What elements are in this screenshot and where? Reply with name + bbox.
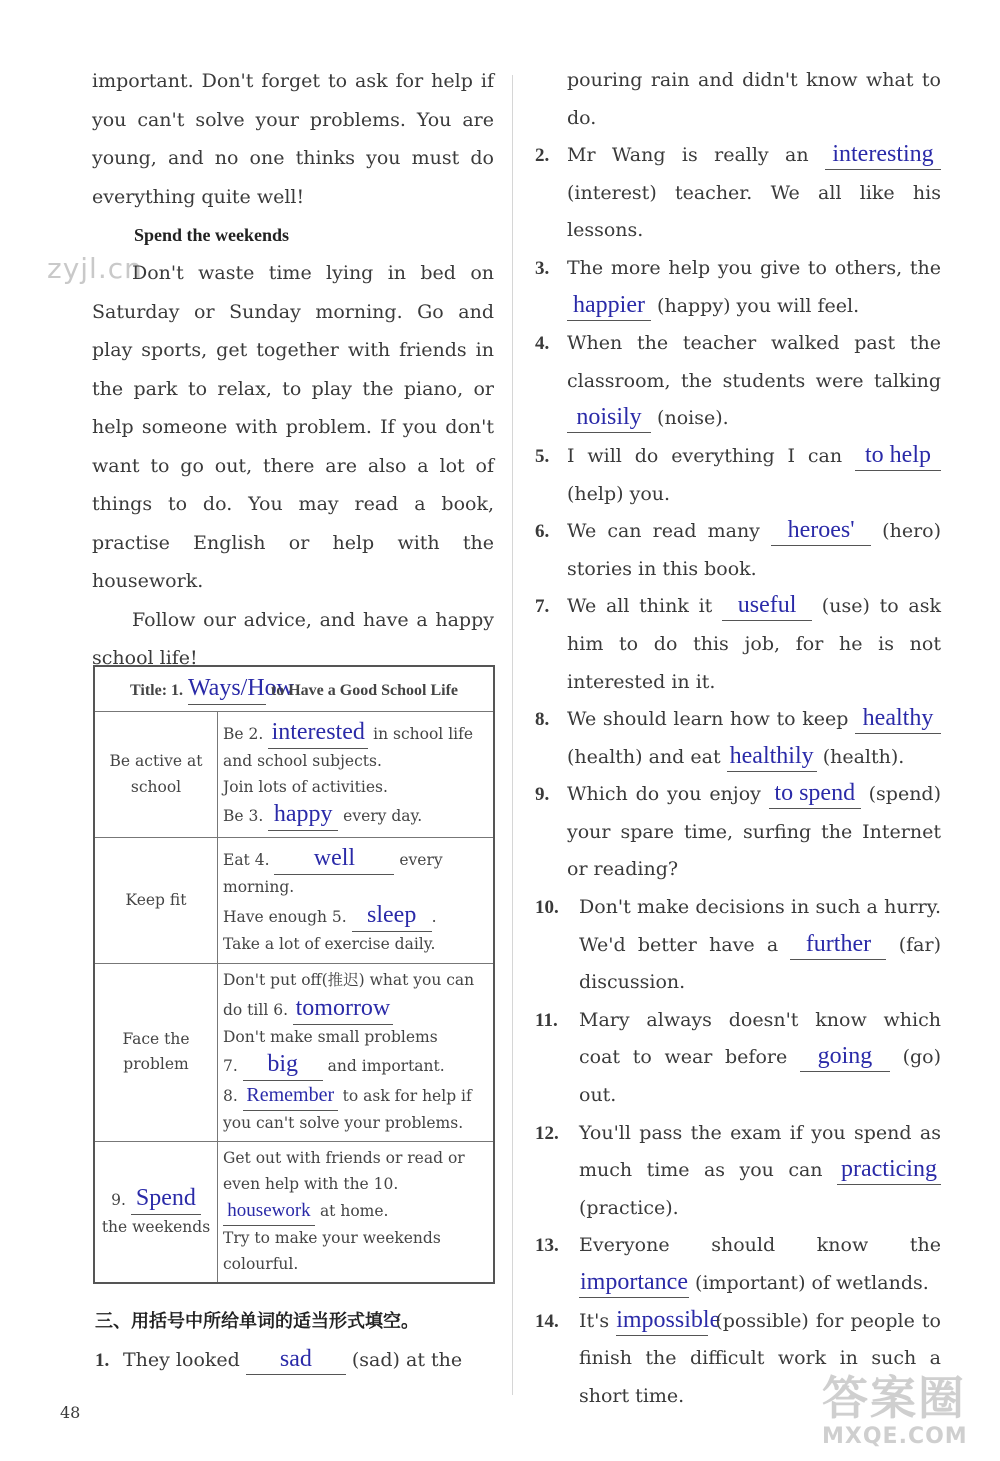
answer-blank (722, 591, 812, 621)
answer-blank (268, 800, 338, 831)
paragraph: Follow our advice, and have a happy school life! (92, 608, 494, 669)
question-text: I will do everything I can (567, 444, 843, 467)
question-text: (help) you. (567, 482, 671, 505)
question-number: 3. (535, 257, 550, 279)
row-content (218, 838, 495, 964)
answer: practicing (841, 1156, 937, 1183)
cell-text: Get out with friends or read or even help with the 10. (223, 1149, 465, 1193)
question-text: They looked (123, 1349, 240, 1371)
logo-domain: MXQE.COM (822, 1424, 968, 1449)
cell-text: Eat 4. (223, 851, 270, 869)
question-text: (interest) teacher. We all like his lessons. (567, 181, 941, 242)
question-text: (happy) you will feel. (657, 294, 860, 317)
question-number: 2. (535, 145, 550, 167)
answer-blank (771, 516, 871, 546)
answer-blank (855, 704, 941, 734)
left-column (92, 62, 494, 678)
cell-text: . (431, 907, 437, 926)
summary-table (93, 665, 495, 1284)
question-number: 1. (95, 1350, 110, 1371)
cell-text: 7. (223, 1057, 238, 1075)
answer-blank (187, 674, 295, 705)
answer: happy (273, 801, 333, 827)
right-column (535, 62, 941, 1415)
answer: big (267, 1051, 299, 1077)
answer: housework (227, 1200, 311, 1222)
table-row (94, 712, 494, 838)
answer-blank (131, 1184, 201, 1215)
cell-text: Join lots of activities. (223, 777, 388, 796)
question (535, 1227, 941, 1302)
question-text: It's (579, 1309, 610, 1332)
answer-blank (769, 779, 861, 809)
question: 1. They looked sad (sad) at the (95, 1342, 497, 1380)
answer: happier (573, 291, 645, 318)
watermark: zyjl.cn (47, 252, 143, 285)
question-text: Don't make decisions in such a hurry. We'd better have a (579, 896, 941, 956)
answer: interested (271, 719, 365, 745)
question-text: (noise). (657, 407, 729, 430)
cell-text: at home. (319, 1202, 389, 1221)
table-title-prefix: Title: 1. (129, 681, 184, 699)
answer-blank (579, 1268, 689, 1298)
answer: heroes' (787, 517, 855, 544)
table-row (94, 838, 494, 964)
question-text: We all think it (567, 595, 713, 618)
answer: to spend (774, 780, 856, 807)
question (535, 776, 941, 889)
answer: Spend (135, 1184, 196, 1211)
answer-blank (837, 1155, 941, 1185)
cell-text: Try to make your weekends colourful. (223, 1229, 441, 1273)
cell-text: every morning. (223, 851, 443, 896)
question-text: Mr Wang is really an (567, 144, 809, 167)
row-content (218, 1141, 495, 1283)
question (535, 1115, 941, 1228)
answer-blank (727, 742, 817, 772)
answer-blank (790, 930, 886, 960)
question-text: (spend) your spare time, surfing the Internet or reading? (567, 783, 942, 881)
answer: interesting (832, 141, 934, 168)
paragraph: important. Don't forget to ask for help if you can't solve your problems. You are young, and no one thinks you must do everything quite well! (92, 70, 494, 208)
question-number: 9. (535, 784, 550, 806)
cell-text: the weekends (101, 1217, 211, 1236)
row-content (218, 712, 495, 838)
paragraph: Don't waste time lying in bed on Saturday or Sunday morning. Go and play sports, get together with friends in the park to relax, to play the piano, or help someone with problem. If you don't want to go out, there are also a lot of things to do. You may read a book, practise English or help with the housework. (92, 262, 494, 592)
answer-blank (293, 994, 393, 1025)
row-label (94, 1141, 218, 1283)
answer-blank (352, 901, 432, 932)
answer-blank (567, 403, 651, 433)
question-number: 6. (535, 521, 550, 543)
answer: to help (865, 441, 931, 468)
question-text: (far) discussion. (579, 933, 941, 994)
cell-text: 9. (111, 1190, 126, 1209)
cell-text: in school life and school subjects. (223, 725, 474, 770)
question (535, 1002, 941, 1115)
question (535, 438, 941, 513)
question-number: 5. (535, 445, 550, 467)
question-text: We should learn how to keep (567, 708, 849, 731)
question-1-start (95, 1342, 497, 1380)
question (535, 701, 941, 776)
cell-text: Be 3. (223, 807, 264, 825)
cell-text: Be 2. (223, 725, 264, 743)
question (535, 588, 941, 701)
section-heading: Spend the weekends (134, 225, 290, 245)
row-label: Keep fit (94, 838, 218, 964)
table-title-suffix: to Have a Good School Life (270, 681, 458, 699)
question-text: (go) out. (579, 1046, 942, 1107)
answer-blank (567, 291, 651, 321)
row-content (218, 964, 495, 1142)
question-number: 8. (535, 709, 550, 731)
answer: Remember (246, 1084, 335, 1106)
cell-text: to ask for help if you can't solve your problems. (223, 1087, 472, 1132)
cell-text: Have enough 5. (223, 907, 347, 926)
answer-blank (855, 441, 941, 471)
answer: sad (279, 1346, 312, 1372)
question-text: We can read many (567, 520, 760, 543)
question-text: (practice). (579, 1196, 679, 1219)
answer-blank (274, 844, 394, 875)
table-title-row (94, 666, 494, 712)
question-number: 11. (535, 1009, 558, 1031)
question-number: 4. (535, 333, 550, 355)
question-text: (use) to ask him to do this job, for he is not interested in it. (567, 595, 941, 693)
question-text: (health). (822, 745, 905, 768)
question (535, 250, 941, 325)
row-label: Face the problem (94, 964, 218, 1142)
question (535, 325, 941, 438)
logo-text: 答案圈 (822, 1371, 966, 1425)
question-text: Everyone should know the (579, 1234, 941, 1257)
cell-text: Don't make small problems (223, 1027, 438, 1046)
answer: Ways/How (187, 674, 295, 701)
question-number: 13. (535, 1235, 559, 1257)
answer: impossible (616, 1306, 721, 1333)
section-three-heading: 三、用括号中所给单词的适当形式填空。 (95, 1311, 419, 1332)
answer: healthily (729, 742, 814, 769)
answer-blank (825, 140, 941, 170)
answer: going (817, 1043, 873, 1070)
question (535, 513, 941, 588)
answer: useful (737, 592, 797, 619)
answer-blank (243, 1050, 323, 1081)
question-text: Mary always doesn't know which coat to wear before (579, 1008, 941, 1069)
cell-text: Take a lot of exercise daily. (223, 934, 436, 953)
column-divider (512, 75, 513, 1395)
question-text: When the teacher walked past the classroom, the students were talking (567, 332, 941, 392)
question-text: (possible) for people to finish the difficult work in such a short time. (579, 1309, 941, 1407)
question-text: You'll pass the exam if you spend as much time as you can (579, 1121, 941, 1182)
answer: tomorrow (295, 994, 391, 1021)
question-number: 7. (535, 596, 550, 618)
answer: importance (580, 1269, 688, 1295)
question-text: (hero) stories in this book. (567, 520, 941, 580)
answer: well (313, 845, 356, 871)
cell-text: every day. (343, 807, 423, 825)
question (535, 889, 941, 1002)
cell-text: 8. (223, 1087, 238, 1105)
table-row (94, 1141, 494, 1283)
question-number: 12. (535, 1122, 559, 1144)
question (535, 137, 941, 250)
answer-blank (246, 1345, 346, 1375)
answer: healthy (862, 705, 934, 732)
question-text: (important) of wetlands. (695, 1272, 929, 1294)
site-logo (822, 1372, 992, 1454)
answer-blank (800, 1042, 890, 1072)
question-text: (health) and eat (567, 745, 721, 768)
answer-blank (243, 1081, 338, 1111)
answer: further (805, 930, 872, 957)
question-1-continued: pouring rain and didn't know what to do. (567, 69, 941, 129)
table-row (94, 964, 494, 1142)
page-number: 48 (60, 1403, 81, 1422)
answer: noisily (576, 404, 642, 431)
question-number: 14. (535, 1310, 559, 1332)
question-text: The more help you give to others, the (567, 256, 941, 279)
answer-blank (268, 718, 368, 749)
cell-text: Don't put off(推迟) what you can do till 6. (223, 971, 475, 1019)
answer: sleep (367, 901, 417, 928)
row-label: Be active at school (94, 712, 218, 838)
answer-blank (223, 1197, 315, 1226)
question-text: Which do you enjoy (567, 783, 761, 806)
cell-text: and important. (327, 1057, 445, 1075)
question-number: 10. (535, 897, 559, 919)
answer-blank (616, 1306, 721, 1336)
